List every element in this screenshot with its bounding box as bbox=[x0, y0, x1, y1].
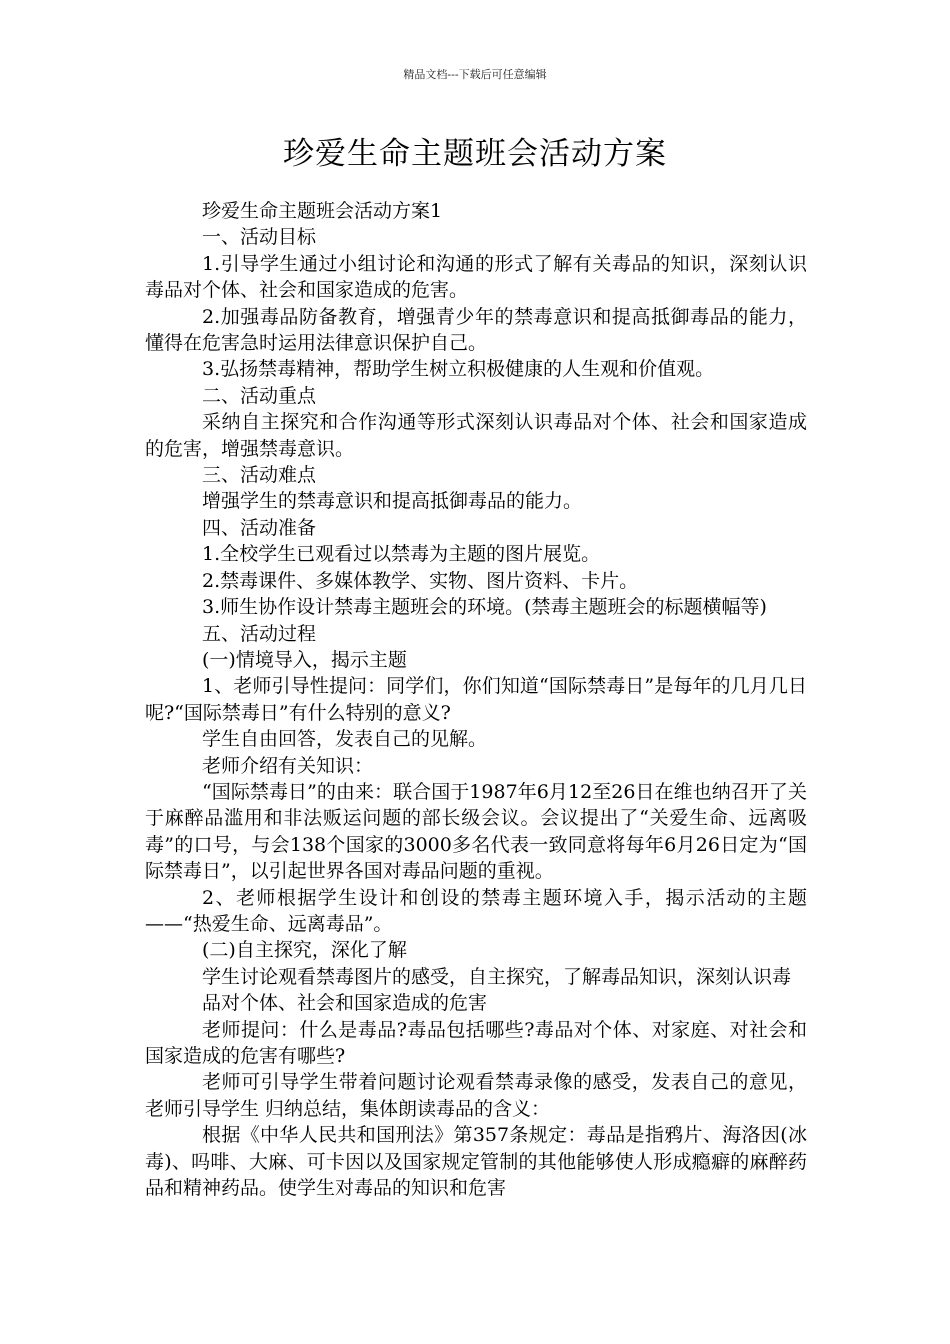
paragraph: 老师提问：什么是毒品?毒品包括哪些?毒品对个体、对家庭、对社会和国家造成的危害有哪些? bbox=[145, 1018, 807, 1067]
paragraph: (二)自主探究，深化了解 bbox=[202, 939, 407, 962]
page-header: 精品文档---下载后可任意编辑 bbox=[403, 68, 547, 81]
paragraph: 2.加强毒品防备教育，增强青少年的禁毒意识和提高抵御毒品的能力，懂得在危害急时运用法律意识保护自己。 bbox=[145, 305, 807, 355]
paragraph: 老师介绍有关知识： bbox=[202, 754, 374, 777]
paragraph: 学生自由回答，发表自己的见解。 bbox=[202, 728, 488, 751]
paragraph: 3.弘扬禁毒精神，帮助学生树立积极健康的人生观和价值观。 bbox=[202, 358, 715, 381]
paragraph: 1.引导学生通过小组讨论和沟通的形式了解有关毒品的知识，深刻认识毒品对个体、社会和国家造成的危害。 bbox=[145, 252, 807, 302]
paragraph: 老师可引导学生带着问题讨论观看禁毒录像的感受，发表自己的意见，老师引导学生 归纳总结，集体朗读毒品的含义： bbox=[145, 1071, 807, 1120]
paragraph: 一、活动目标 bbox=[202, 226, 317, 249]
paragraph: 采纳自主探究和合作沟通等形式深刻认识毒品对个体、社会和国家造成的危害，增强禁毒意识。 bbox=[145, 411, 807, 460]
paragraph: 品对个体、社会和国家造成的危害 bbox=[202, 992, 488, 1015]
paragraph: (一)情境导入，揭示主题 bbox=[202, 648, 407, 671]
paragraph: 3.师生协作设计禁毒主题班会的环境。(禁毒主题班会的标题横幅等) bbox=[202, 596, 767, 619]
document-title: 珍爱生命主题班会活动方案 bbox=[283, 136, 667, 172]
paragraph: 五、活动过程 bbox=[202, 622, 317, 645]
paragraph: “国际禁毒日”的由来：联合国于1987年6月12至26日在维也纳召开了关于麻醉品滥用和非法贩运问题的部长级会议。会议提出了“关爱生命、远离吸毒”的口号，与会138个国家的3000多名代表一致同意将每年6月26日定为“国际禁毒日”，以引起世界各国对毒品问题的重视。 bbox=[145, 780, 807, 883]
paragraph: 根据《中华人民共和国刑法》第357条规定：毒品是指鸦片、海洛因(冰毒)、吗啡、大麻、可卡因以及国家规定管制的其他能够使人形成瘾癖的麻醉药品和精神药品。使学生对毒品的知识和危害 bbox=[145, 1124, 807, 1200]
paragraph: 1.全校学生已观看过以禁毒为主题的图片展览。 bbox=[202, 543, 601, 566]
paragraph: 珍爱生命主题班会活动方案1 bbox=[202, 200, 443, 222]
document-body bbox=[145, 198, 807, 1201]
paragraph: 二、活动重点 bbox=[202, 384, 317, 407]
paragraph: 学生讨论观看禁毒图片的感受，自主探究，了解毒品知识，深刻认识毒 bbox=[202, 965, 792, 988]
paragraph: 2、老师根据学生设计和创设的禁毒主题环境入手，揭示活动的主题——“热爱生命、远离毒品”。 bbox=[145, 886, 807, 935]
paragraph: 增强学生的禁毒意识和提高抵御毒品的能力。 bbox=[202, 490, 583, 513]
paragraph: 四、活动准备 bbox=[202, 516, 317, 539]
paragraph: 1、老师引导性提问：同学们，你们知道“国际禁毒日”是每年的几月几日呢?“国际禁毒日”有什么特别的意义? bbox=[145, 675, 807, 724]
paragraph: 三、活动难点 bbox=[202, 464, 317, 487]
paragraph: 2.禁毒课件、多媒体教学、实物、图片资料、卡片。 bbox=[202, 569, 639, 592]
